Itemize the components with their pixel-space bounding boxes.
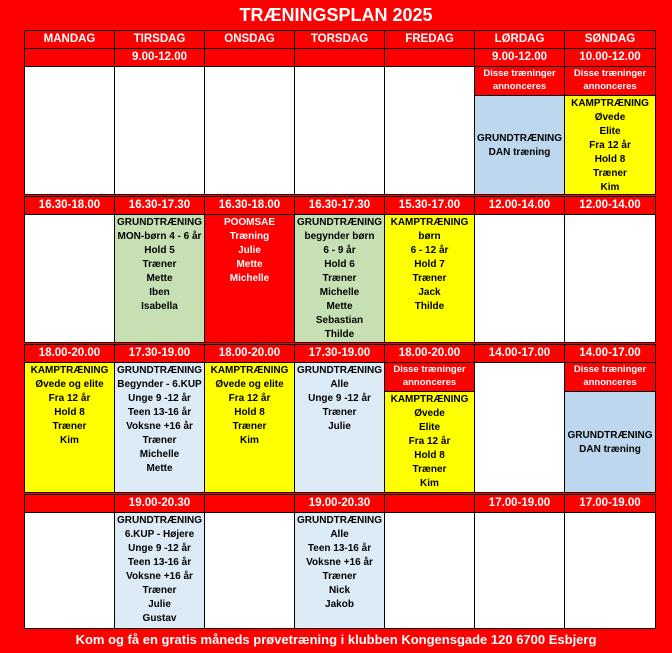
empty-slot — [564, 512, 656, 629]
session-detail: 6.KUP - Højere — [124, 529, 195, 540]
footer-text: Kom og få en gratis måneds prøvetræning i klubben Kongensgade 120 6700 Esbjerg — [75, 632, 597, 647]
session-title: GRUNDTRÆNING — [117, 515, 202, 526]
training-session — [114, 214, 205, 343]
session-detail: Træner — [412, 464, 447, 475]
session-detail: Træner — [142, 585, 177, 596]
session-detail: DAN træning — [488, 146, 551, 158]
training-session — [204, 362, 295, 493]
announcement-note — [564, 362, 656, 392]
time-slot: 17.00-19.00 — [564, 494, 656, 513]
note-line: Disse træninger — [573, 364, 647, 375]
session-detail: DAN træning — [579, 443, 641, 455]
time-slot: 16.30-18.00 — [204, 196, 295, 215]
session-detail: Fra 12 år — [408, 436, 451, 447]
session-detail: Øvede — [594, 112, 626, 123]
session-detail: Hold 8 — [54, 407, 85, 418]
session-detail: Hold 8 — [594, 154, 626, 165]
time-slot: 17.30-19.00 — [294, 344, 385, 363]
time-slot: 14.00-17.00 — [564, 344, 656, 363]
session-detail: Thilde — [414, 301, 445, 312]
session-detail: Hold 5 — [144, 245, 175, 256]
training-session — [384, 391, 475, 493]
time-slot — [204, 494, 295, 513]
session-detail: Isabella — [141, 301, 178, 312]
time-slot — [384, 48, 475, 67]
session-title: GRUNDTRÆNING — [297, 217, 382, 228]
empty-slot — [384, 66, 475, 195]
session-detail: Nick — [328, 585, 351, 596]
session-detail: Sebastian — [315, 315, 364, 326]
time-slot: 12.00-14.00 — [564, 196, 656, 215]
session-detail: Alle — [330, 529, 349, 540]
session-detail: 6 - 12 år — [410, 245, 449, 256]
training-session — [564, 391, 656, 493]
session-detail: Michelle — [319, 287, 360, 298]
session-detail: Øvede — [414, 408, 445, 419]
note-line: Disse træninger — [393, 364, 466, 375]
time-slot: 18.00-20.00 — [24, 344, 115, 363]
session-detail: Elite — [418, 422, 441, 433]
page-title: TRÆNINGSPLAN 2025 — [239, 5, 433, 25]
time-slot: 18.00-20.00 — [204, 344, 295, 363]
session-detail: Mette — [326, 301, 353, 312]
session-detail: Træning — [229, 231, 270, 242]
training-session — [204, 214, 295, 343]
session-title: KAMPTRÆNING — [390, 217, 469, 228]
session-detail: Træner — [322, 571, 357, 582]
note-line: annonceres — [402, 377, 457, 388]
time-slot — [384, 494, 475, 513]
time-slot: 16.30-17.30 — [114, 196, 205, 215]
session-detail: Alle — [330, 379, 349, 390]
announcement-note — [384, 362, 475, 392]
day-header-fredag: FREDAG — [384, 30, 475, 49]
session-detail: Michelle — [139, 449, 180, 460]
time-slot: 10.00-12.00 — [564, 48, 656, 67]
day-header-onsdag: ONSDAG — [204, 30, 295, 49]
training-session — [294, 362, 385, 493]
empty-slot — [24, 512, 115, 629]
empty-slot — [564, 214, 656, 343]
time-slot: 14.00-17.00 — [474, 344, 565, 363]
session-detail: Mette — [146, 463, 173, 474]
training-session — [564, 95, 656, 195]
time-slot: 15.30-17.00 — [384, 196, 475, 215]
session-detail: Voksne +16 år — [126, 421, 193, 432]
empty-slot — [204, 512, 295, 629]
session-detail: Øvede og elite — [35, 379, 104, 390]
session-detail: Elite — [599, 126, 621, 137]
note-line: annonceres — [583, 377, 637, 388]
session-detail: Hold 7 — [414, 259, 445, 270]
session-detail: Teen 13-16 år — [127, 557, 192, 568]
session-detail: Hold 8 — [234, 407, 265, 418]
day-header-mandag: MANDAG — [24, 30, 115, 49]
note-line: annonceres — [583, 81, 637, 92]
session-detail: Kim — [600, 182, 620, 193]
empty-slot — [384, 512, 475, 629]
empty-slot — [294, 66, 385, 195]
session-detail: Mette — [146, 273, 173, 284]
session-detail: Fra 12 år — [589, 140, 631, 151]
empty-slot — [474, 362, 565, 493]
session-detail: Træner — [412, 273, 447, 284]
empty-slot — [204, 66, 295, 195]
announcement-note — [564, 66, 656, 96]
note-line: annonceres — [492, 81, 547, 92]
session-detail: Træner — [322, 407, 357, 418]
session-detail: Træner — [593, 168, 627, 179]
session-detail: Julie — [238, 245, 261, 256]
time-slot: 9.00-12.00 — [114, 48, 205, 67]
time-slot: 9.00-12.00 — [474, 48, 565, 67]
session-detail: Fra 12 år — [48, 393, 91, 404]
time-slot: 16.30-17.30 — [294, 196, 385, 215]
empty-slot — [474, 512, 565, 629]
session-detail: Begynder - 6.KUP — [117, 379, 202, 390]
session-detail: begynder børn — [304, 231, 375, 242]
session-detail: Teen 13-16 år — [307, 543, 372, 554]
session-detail: Jakob — [325, 599, 354, 610]
session-detail: Træner — [52, 421, 87, 432]
session-detail: MON-børn 4 - 6 år — [117, 231, 202, 242]
empty-slot — [474, 214, 565, 343]
session-title: GRUNDTRÆNING — [477, 132, 562, 144]
session-detail: børn — [418, 231, 441, 242]
session-detail: Voksne +16 år — [306, 557, 373, 568]
session-detail: Træner — [232, 421, 267, 432]
time-slot: 19.00-20.30 — [114, 494, 205, 513]
note-line: Disse træninger — [483, 68, 556, 79]
session-detail: Fra 12 år — [228, 393, 271, 404]
session-title: KAMPTRÆNING — [571, 98, 649, 109]
session-detail: Voksne +16 år — [126, 571, 193, 582]
training-session — [474, 95, 565, 195]
time-slot: 17.00-19.00 — [474, 494, 565, 513]
session-detail: Træner — [322, 273, 357, 284]
time-slot — [24, 48, 115, 67]
training-session — [384, 214, 475, 343]
session-title: GRUNDTRÆNING — [117, 217, 202, 228]
time-slot — [294, 48, 385, 67]
session-detail: Gustav — [142, 613, 177, 624]
session-detail: 6 - 9 år — [323, 245, 356, 256]
session-detail: Thilde — [324, 329, 355, 340]
session-detail: Teen 13-16 år — [127, 407, 192, 418]
session-detail: Træner — [142, 435, 177, 446]
training-session — [114, 512, 205, 629]
session-detail: Julie — [148, 599, 171, 610]
training-session — [114, 362, 205, 493]
empty-slot — [114, 66, 205, 195]
announcement-note — [474, 66, 565, 96]
time-slot: 19.00-20.30 — [294, 494, 385, 513]
training-session — [294, 512, 385, 629]
training-session — [294, 214, 385, 343]
day-header-tirsdag: TIRSDAG — [114, 30, 205, 49]
time-slot: 17.30-19.00 — [114, 344, 205, 363]
session-detail: Unge 9 -12 år — [128, 393, 191, 404]
session-detail: Unge 9 -12 år — [308, 393, 371, 404]
session-title: KAMPTRÆNING — [30, 365, 109, 376]
session-detail: Træner — [142, 259, 177, 270]
session-title: POOMSAE — [223, 217, 276, 228]
session-detail: Kim — [60, 435, 79, 446]
time-slot: 18.00-20.00 — [384, 344, 475, 363]
session-detail: Øvede og elite — [215, 379, 284, 390]
empty-slot — [24, 214, 115, 343]
session-title: GRUNDTRÆNING — [297, 365, 382, 376]
day-header-torsdag: TORSDAG — [294, 30, 385, 49]
session-detail: Michelle — [229, 273, 270, 284]
time-slot: 12.00-14.00 — [474, 196, 565, 215]
note-line: Disse træninger — [573, 68, 647, 79]
time-slot: 16.30-18.00 — [24, 196, 115, 215]
day-header-sondag: SØNDAG — [564, 30, 656, 49]
session-detail: Iben — [149, 287, 170, 298]
session-detail: Mette — [236, 259, 263, 270]
session-detail: Kim — [240, 435, 259, 446]
empty-slot — [24, 66, 115, 195]
time-slot — [24, 494, 115, 513]
session-title: GRUNDTRÆNING — [117, 365, 202, 376]
session-title: KAMPTRÆNING — [210, 365, 289, 376]
session-detail: Unge 9 -12 år — [128, 543, 191, 554]
session-detail: Julie — [328, 421, 351, 432]
session-detail: Hold 8 — [414, 450, 445, 461]
session-title: KAMPTRÆNING — [390, 394, 469, 405]
day-header-lordag: LØRDAG — [474, 30, 565, 49]
session-detail: Jack — [418, 287, 441, 298]
training-session — [24, 362, 115, 493]
session-detail: Hold 6 — [324, 259, 355, 270]
time-slot — [204, 48, 295, 67]
session-title: GRUNDTRÆNING — [567, 429, 653, 441]
session-title: GRUNDTRÆNING — [297, 515, 382, 526]
session-detail: Kim — [420, 478, 439, 489]
